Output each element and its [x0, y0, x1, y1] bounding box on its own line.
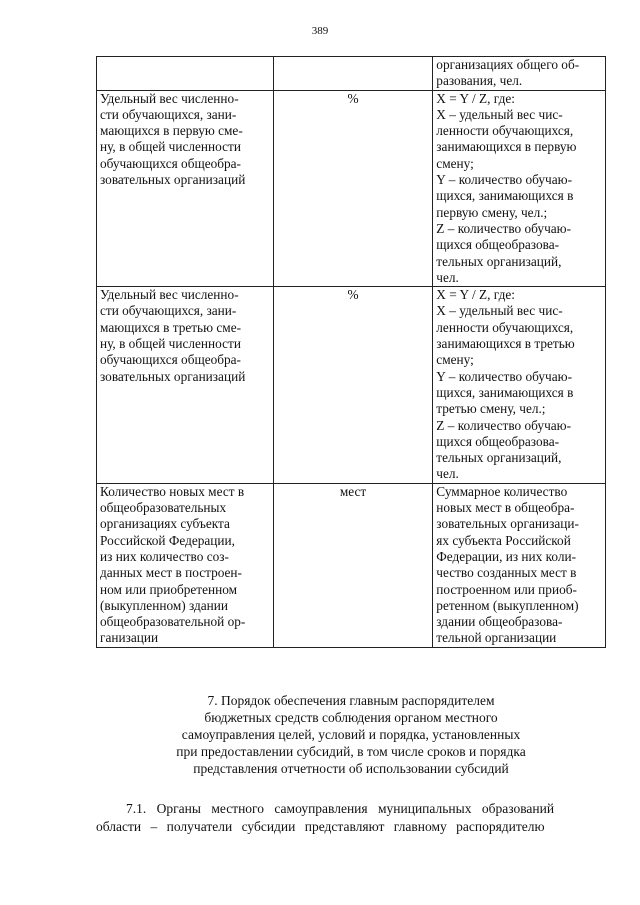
calculation-method-line: X = Y / Z, где: [436, 90, 515, 106]
section-heading-line: самоуправления целей, условий и порядка, установленных [181, 727, 521, 742]
calculation-method-line: Федерации, из них коли- [436, 548, 577, 564]
indicator-name-line: сти обучающихся, зани- [100, 106, 237, 122]
indicator-name-line: общеобразовательной ор- [100, 614, 246, 630]
calculation-method-line: ретенном (выкупленном) [436, 597, 579, 613]
indicator-name-line: зовательных организаций [100, 368, 246, 384]
indicator-name-cell [97, 483, 274, 647]
calculation-method-line: занимающихся в первую [436, 139, 577, 155]
calculation-method-line: третью смену, чел.; [436, 401, 546, 417]
indicator-name-line: обучающихся общеобра- [100, 155, 241, 171]
calculation-method-line: щихся общеобразова- [436, 237, 560, 253]
calculation-method-line: зовательных организаци- [436, 516, 579, 532]
table-row [97, 90, 606, 287]
indicator-name-line: Удельный вес численно- [100, 287, 239, 303]
calculation-method-line: ленности обучающихся, [436, 319, 574, 335]
calculation-method-line: здании общеобразова- [436, 614, 563, 630]
indicators-table [96, 56, 606, 648]
indicator-name-line: сти обучающихся, зани- [100, 303, 237, 319]
indicator-name-line: ганизации [100, 630, 159, 646]
unit-cell: мест [273, 483, 433, 647]
indicators-table-body [97, 57, 606, 648]
calculation-method-line: Суммарное количество [436, 483, 568, 499]
calculation-method-line: X = Y / Z, где: [436, 287, 515, 303]
calculation-method-line: Y – количество обучаю- [436, 368, 573, 384]
calculation-method-line: чел. [436, 269, 459, 285]
indicator-name-line: (выкупленном) здании [100, 597, 229, 613]
section-heading-line: 7. Порядок обеспечения главным распорядителем [207, 693, 495, 708]
calculation-method-line: занимающихся в третью [436, 336, 575, 352]
indicator-name-line: данных мест в построен- [100, 565, 242, 581]
indicator-name-cell [97, 287, 274, 484]
calculation-method-line: X – удельный вес чис- [436, 106, 563, 122]
indicator-name-cell [97, 57, 274, 91]
indicator-name-line: ном или приобретенном [100, 581, 238, 597]
calculation-method-line: разования, чел. [436, 73, 523, 89]
calculation-method-line: щихся, занимающихся в [436, 384, 574, 400]
calculation-method-line: тельной организации [436, 630, 557, 646]
unit-cell: % [273, 287, 433, 484]
calculation-method-line: чел. [436, 466, 459, 482]
indicator-name-line: Российской Федерации, [100, 532, 235, 548]
calculation-method-line: ях субъекта Российской [436, 532, 571, 548]
calculation-method-line: Y – количество обучаю- [436, 172, 573, 188]
indicator-name-line: обучающихся общеобра- [100, 352, 241, 368]
calculation-method-cell [433, 483, 606, 647]
calculation-method-line: тельных организаций, [436, 253, 562, 269]
calculation-method-line: чество созданных мест в [436, 565, 577, 581]
section-heading-line: представления отчетности об использовании субсидий [193, 761, 509, 776]
calculation-method-line: Z – количество обучаю- [436, 220, 572, 236]
calculation-method-line: новых мест в общеобра- [436, 500, 575, 516]
indicator-name-line: организациях субъекта [100, 516, 230, 532]
indicator-name-line: мающихся в третью сме- [100, 319, 242, 335]
indicator-name-line: из них количество соз- [100, 548, 229, 564]
calculation-method-line: организациях общего об- [436, 57, 580, 72]
table-row [97, 483, 606, 647]
calculation-method-line: щихся общеобразова- [436, 433, 560, 449]
indicator-name-line: ну, в общей численности [100, 139, 241, 155]
calculation-method-line: щихся, занимающихся в [436, 188, 574, 204]
calculation-method-line: X – удельный вес чис- [436, 303, 563, 319]
calculation-method-line: Z – количество обучаю- [436, 417, 572, 433]
table-row [97, 57, 606, 91]
paragraph-line-2: области – получатели субсидии представляют главному распорядителю [96, 819, 545, 834]
calculation-method-line: первую смену, чел.; [436, 204, 548, 220]
calculation-method-cell [433, 57, 606, 91]
calculation-method-line: построенном или приоб- [436, 581, 577, 597]
table-row [97, 287, 606, 484]
calculation-method-line: смену; [436, 352, 474, 368]
paragraph-line-1: 7.1. Органы местного самоуправления муниципальных образований [126, 801, 555, 816]
page-number: 389 [311, 25, 329, 37]
indicator-name-line: общеобразовательных [100, 500, 227, 516]
calculation-method-line: тельных организаций, [436, 450, 562, 466]
indicator-name-line: мающихся в первую сме- [100, 123, 243, 139]
calculation-method-cell [433, 90, 606, 287]
section-heading [96, 692, 606, 777]
section-heading-line: бюджетных средств соблюдения органом местного [204, 710, 498, 725]
calculation-method-cell [433, 287, 606, 484]
indicator-name-line: Удельный вес численно- [100, 90, 239, 106]
section-heading-line: при предоставлении субсидий, в том числе сроков и порядка [176, 744, 526, 759]
indicator-name-cell [97, 90, 274, 287]
indicator-name-line: зовательных организаций [100, 172, 246, 188]
indicator-name-line: Количество новых мест в [100, 483, 245, 499]
calculation-method-line: смену; [436, 155, 474, 171]
unit-cell: % [273, 90, 433, 287]
unit-cell [273, 57, 433, 91]
calculation-method-line: ленности обучающихся, [436, 123, 574, 139]
indicator-name-line: ну, в общей численности [100, 336, 241, 352]
